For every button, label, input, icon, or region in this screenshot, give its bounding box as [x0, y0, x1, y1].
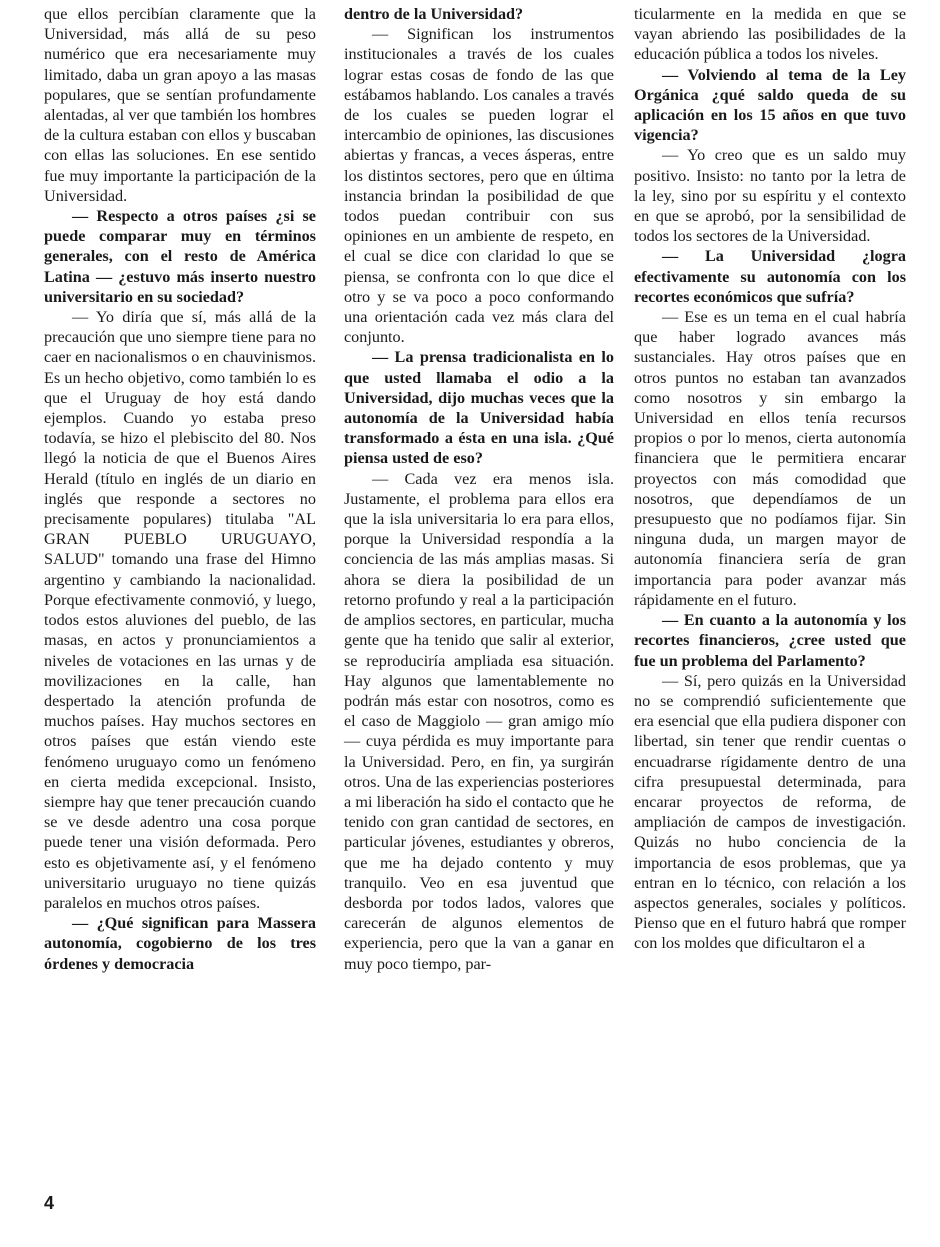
text-column-3: [634, 4, 906, 954]
interview-answer: — Yo diría que sí, más allá de la precaución que uno siempre tiene para no caer en nacionalismos o en chauvinismos. Es un hecho objetivo, como también lo es que el Uruguay de hoy está dando ejemplos. Cuando yo estaba preso todavía, se hizo el plebiscito del 80. Nos llegó la noticia de que el Buenos Aires Herald (título en inglés de un diario en inglés que responde a sectores no precisamente populares) titulaba "AL GRAN PUEBLO URUGUAYO, SALUD" tomando una frase del Himno argentino y cambiando la nacionalidad. Porque efectivamente conmovió, y luego, todos estos aluviones del pueblo, de las masas, en actos y pronunciamientos a niveles de votaciones en las urnas y de movilizaciones en la calle, han despertado la atención profunda de muchos países. Hay muchos sectores en otros países que están viendo este fenómeno uruguayo como un fenómeno en cierta medida excepcional. Insisto, siempre hay que tener precaución cuando se ve desde adentro una cosa porque puede tener una visión deformada. Pero esto es objetivamente así, y el fenómeno universitario uruguayo no tiene quizás paralelos en muchos otros países.: [44, 308, 316, 912]
interview-question: — ¿Qué significan para Massera autonomía, cogobierno de los tres órdenes y democracia: [44, 914, 316, 973]
interview-answer: — Cada vez era menos isla. Justamente, el problema para ellos era que la isla universitaria lo era para ellos, porque la Universidad respondía a la conciencia de las más amplias masas. Si ahora se diera la posibilidad de un retorno profundo y real a la participación de amplios sectores, en particular, mucha gente que ha tenido que salir al exterior, se reproduciría ampliada esa situación. Hay algunos que lamentablemente no podrán más estar con nosotros, como es el caso de Maggiolo — gran amigo mío — cuya pérdida es muy importante para la Universidad. Pero, en fin, ya surgirán otros. Una de las experiencias posteriores a mi liberación ha sido el contacto que he tenido con gran cantidad de sectores, en particular jóvenes, estudiantes y obreros, que me ha dejado contento y muy tranquilo. Veo en esa juventud que desborda por todos lados, valores que carecerán de algunos elementos de experiencia, pero que la van a ganar en muy poco tiempo, par-: [344, 469, 614, 973]
text-column-1: [44, 4, 316, 974]
interview-question: — Respecto a otros países ¿si se puede comparar muy en términos generales, con el resto de América Latina — ¿estuvo más inserto nuestro universitario en su sociedad?: [44, 207, 316, 306]
interview-question: — La Universidad ¿logra efectivamente su autonomía con los recortes económicos que sufría?: [634, 247, 906, 306]
interview-question: — En cuanto a la autonomía y los recortes financieros, ¿cree usted que fue un problema del Parlamento?: [634, 611, 906, 670]
interview-question: dentro de la Universidad?: [344, 5, 524, 23]
interview-answer: ticularmente en la medida en que se vayan abriendo las posibilidades de la educación pública a todos los niveles.: [634, 5, 906, 64]
interview-answer: — Sí, pero quizás en la Universidad no se comprendió suficientemente que era esencial que ella pudiera disponer con libertad, sin tener que rendir cuentas o encuadrarse rígidamente dentro de una cifra presupuestal determinada, para encarar proyectos de reforma, de ampliación de campos de investigación. Quizás no hubo conciencia de la importancia de esos problemas, que ya entran en lo técnico, con relación a los aspectos generales, sociales y políticos. Pienso que en el futuro habrá que romper con los moldes que dificultaron el a: [634, 671, 906, 953]
interview-answer: — Ese es un tema en el cual habría que haber logrado avances más sustanciales. Hay otros países que en otros puntos no estaban tan avanzados como nosotros y sin embargo la Universidad en ellos tenía recursos propios o por lo menos, cierta autonomía financiera que le permitiera encarar proyectos con más comodidad que nosotros, que dependíamos de un presupuesto que no podíamos fijar. Sin ninguna duda, un margen mayor de autonomía financiera sería de gran importancia para poder avanzar más rápidamente en el futuro.: [634, 308, 906, 609]
interview-answer: — Yo creo que es un saldo muy positivo. Insisto: no tanto por la letra de la ley, sino por su espíritu y el contexto en que se aprobó, por la sensibilidad de todos los sectores de la Universidad.: [634, 146, 906, 246]
interview-question: — La prensa tradicionalista en lo que usted llamaba el odio a la Universidad, dijo muchas veces que la autonomía de la Universidad había transformado a ésta en una isla. ¿Qué piensa usted de eso?: [344, 348, 614, 468]
text-column-2: [344, 4, 614, 974]
interview-answer: — Significan los instrumentos institucionales a través de los cuales lograr estas cosas de fondo de las que estábamos hablando. Los canales a través de los cuales se pueden lograr el intercambio de opiniones, las discusiones abiertas y francas, a veces ásperas, entre los distintos sectores, pero que en última instancia brindan la posibilidad de que todos puedan contribuir con sus opiniones en un ambiente de respeto, en el cual se dice con claridad lo que se piensa, se confronta con lo que dice el otro y se va poco a poco conformando una orientación cada vez más clara del conjunto.: [344, 25, 614, 347]
interview-answer: que ellos percibían claramente que la Universidad, más allá de su peso numérico que era necesariamente muy limitado, daba un gran apoyo a las masas populares, que se sentían profundamente alentadas, al ver que también los hombres de la cultura estaban con ellos y buscaban con ellas las soluciones. En ese sentido fue muy importante la participación de la Universidad.: [44, 5, 316, 205]
page-number: 4: [44, 1193, 55, 1213]
interview-question: — Volviendo al tema de la Ley Orgánica ¿qué saldo queda de su aplicación en los 15 años en que tuvo vigencia?: [634, 65, 906, 145]
